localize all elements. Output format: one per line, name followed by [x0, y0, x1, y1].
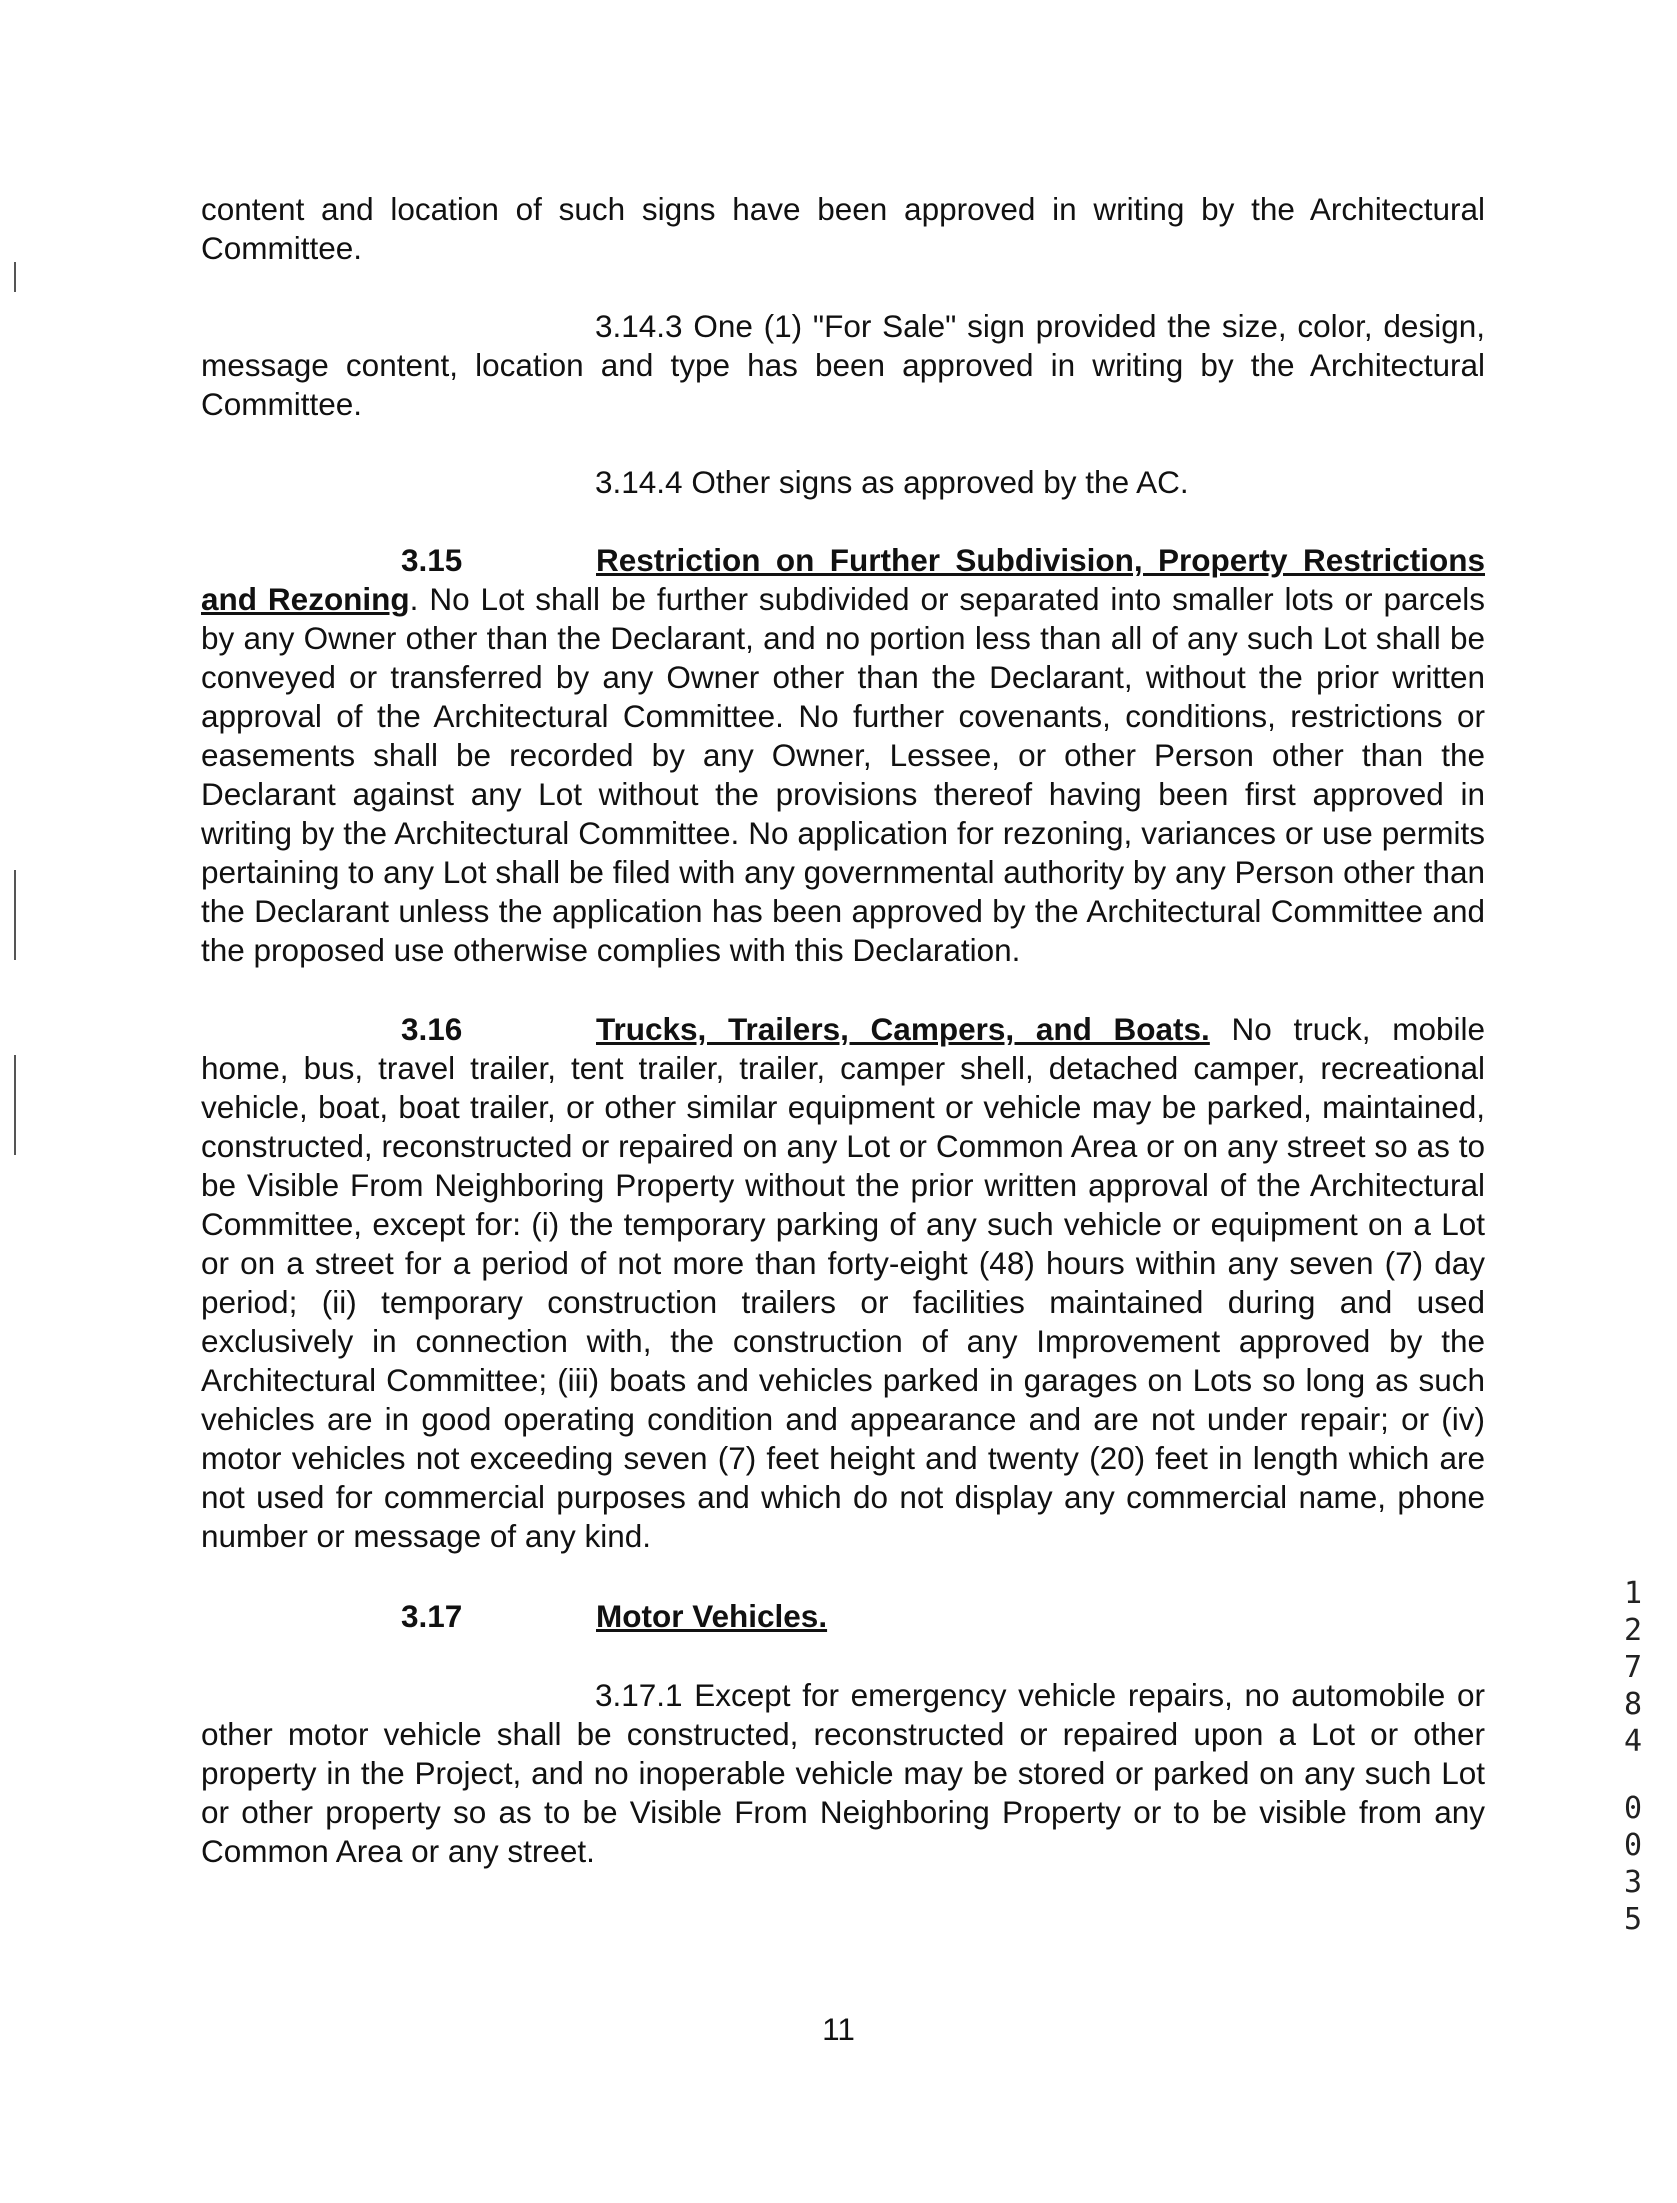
recording-number-stamp [1618, 1575, 1648, 1938]
stamp-gap [1618, 1760, 1648, 1790]
page-number: 11 [822, 2011, 855, 2047]
section-number: 3.15 [401, 542, 463, 578]
stamp-digit: 0 [1623, 1828, 1643, 1863]
scan-mark [14, 1055, 16, 1155]
section-title: Motor Vehicles. [596, 1598, 828, 1634]
stamp-digit: 1 [1623, 1576, 1643, 1611]
scan-mark [14, 870, 16, 960]
section-3-16 [201, 1010, 1485, 1556]
section-title: Trucks, Trailers, Campers, and Boats. [596, 1011, 1210, 1047]
section-3-17 [201, 1597, 1485, 1636]
section-body: . No Lot shall be further subdivided or separated into smaller lots or parcels by any Owner other than the Declarant, and no portion less than all of any such Lot shall be conveyed or transferred by any Owner other than the Declarant, without the prior written approval of the Architectural Committee. No further covenants, conditions, restrictions or easements shall be recorded by any Owner, Lessee, or other Person other than the Declarant against any Lot without the provisions thereof having been first approved in writing by the Architectural Committee. No application for rezoning, variances or use permits pertaining to any Lot shall be filed with any governmental authority by any Person other than the Declarant unless the application has been approved by the Architectural Committee and the proposed use otherwise complies with this Declaration. [201, 581, 1485, 968]
paragraph-3-14-3: 3.14.3 One (1) "For Sale" sign provided the size, color, design, message content, location and type has been approved in writing by the Architectural Committee. [201, 308, 1485, 422]
section-number: 3.17 [401, 1598, 463, 1634]
stamp-digit: 5 [1623, 1902, 1643, 1937]
scan-mark [14, 262, 16, 292]
paragraph-continuation: content and location of such signs have been approved in writing by the Architectural Committee. [201, 191, 1485, 266]
stamp-digit: 3 [1623, 1865, 1643, 1900]
paragraph-3-17-1: 3.17.1 Except for emergency vehicle repairs, no automobile or other motor vehicle shall be constructed, reconstructed or repaired upon a Lot or other property in the Project, and no inoperable vehicle may be stored or parked on any such Lot or other property so as to be Visible From Neighboring Property or to be visible from any Common Area or any street. [201, 1677, 1485, 1869]
stamp-digit: 4 [1623, 1724, 1643, 1759]
stamp-digit: 2 [1623, 1613, 1643, 1648]
stamp-digit: 0 [1623, 1791, 1643, 1826]
section-title: Restriction on Further Subdivision, Property Restrictions and Rezoning [201, 542, 1485, 617]
paragraph-3-14-4: 3.14.4 Other signs as approved by the AC. [595, 464, 1189, 500]
stamp-digit: 7 [1623, 1650, 1643, 1685]
section-body: No truck, mobile home, bus, travel trailer, tent trailer, trailer, camper shell, detached camper, recreational vehicle, boat, boat trailer, or other similar equipment or vehicle may be parked, maintained, constructed, reconstructed or repaired on any Lot or Common Area or on any street so as to be Visible From Neighboring Property without the prior written approval of the Architectural Committee, except for: (i) the temporary parking of any such vehicle or equipment on a Lot or on a street for a period of not more than forty-eight (48) hours within any seven (7) day period; (ii) temporary construction trailers or facilities maintained during and used exclusively in connection with, the construction of any Improvement approved by the Architectural Committee; (iii) boats and vehicles parked in garages on Lots so long as such vehicles are in good operating condition and appearance and are not under repair; or (iv) motor vehicles not exceeding seven (7) feet height and twenty (20) feet in length which are not used for commercial purposes and which do not display any commercial name, phone number or message of any kind. [201, 1011, 1485, 1554]
section-3-15 [201, 541, 1485, 970]
section-number: 3.16 [401, 1011, 463, 1047]
stamp-digit: 8 [1623, 1687, 1643, 1722]
